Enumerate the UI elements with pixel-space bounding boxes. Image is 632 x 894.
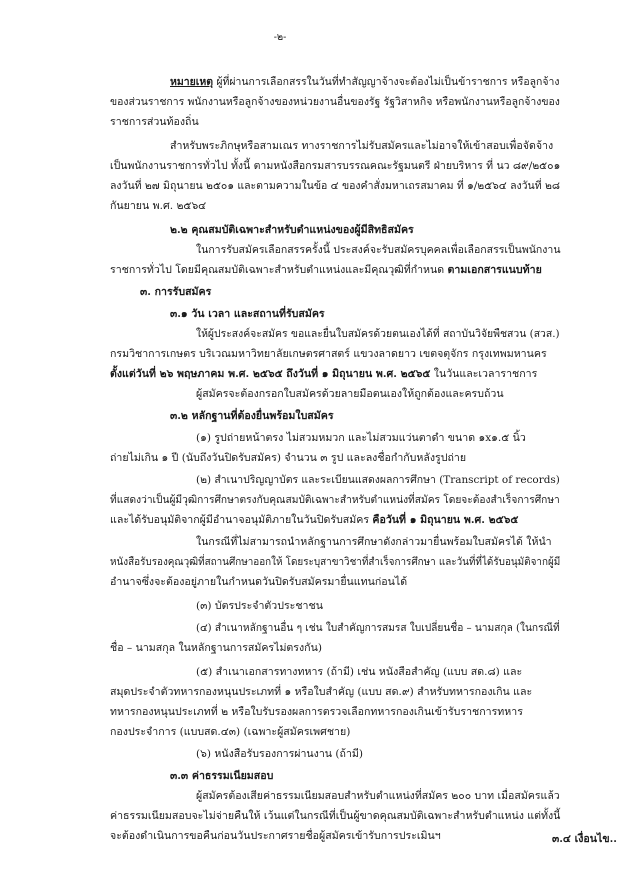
s32-item-1-line-1: (๑) รูปถ่ายหน้าตรง ไม่สวมหมวก และไม่สวมแว่นตาดำ ขนาด ๑x๑.๕ นิ้ว <box>196 432 526 444</box>
monk-line-4: กันยายน พ.ศ. ๒๕๖๔ <box>110 200 207 212</box>
s31-line-2: กรมวิชาการเกษตร บริเวณมหาวิทยาลัยเกษตรศาสตร์ แขวงลาดยาว เขตจตุจักร กรุงเทพมหานคร <box>110 348 547 360</box>
note-line-2: ของส่วนราชการ พนักงานหรือลูกจ้างของหน่วยงานอื่นของรัฐ รัฐวิสาหกิจ หรือพนักงานหรือลูกจ้างของ <box>110 96 560 108</box>
s32-item-5-line-1: (๕) สำเนาเอกสารทางทหาร (ถ้ามี) เช่น หนังสือสำคัญ (แบบ สด.๘) และ <box>196 666 523 678</box>
note-line-1 <box>170 75 559 91</box>
note-label: หมายเหตุ <box>170 76 214 88</box>
s31-dates: ตั้งแต่วันที่ ๒๖ พฤษภาคม พ.ศ. ๒๕๖๕ ถึงวันที่ ๑ มิถุนายน พ.ศ. ๒๕๖๕ <box>110 368 431 380</box>
s32-item-5-line-3: ทหารกองหนุนประเภทที่ ๒ หรือใบรับรองผลการตรวจเลือกทหารกองเกินเข้ารับราชการทหาร <box>110 706 523 718</box>
s22-line-2 <box>110 263 542 279</box>
s32-item-2-line-4: ในกรณีที่ไม่สามารถนำหลักฐานการศึกษาดังกล่าวมายื่นพร้อมใบสมัครได้ ให้นำ <box>196 536 552 548</box>
continuation-marker: ๓.๔ เงื่อนไข.. <box>552 833 617 845</box>
s31-hours: ในวันและเวลาราชการ <box>430 368 538 380</box>
monk-line-1: สำหรับพระภิกษุหรือสามเณร ทางราชการไม่รับสมัครและไม่อาจให้เข้าสอบเพื่อจัดจ้าง <box>170 140 554 152</box>
s32-item-2-line-3-text: และได้รับอนุมัติจากผู้มีอำนาจอนุมัติภายในวันปิดรับสมัคร <box>110 514 373 526</box>
section-3-heading: ๓. การรับสมัคร <box>140 286 212 298</box>
note-text: ผู้ที่ผ่านการเลือกสรรในวันที่ทำสัญญาจ้างจะต้องไม่เป็นข้าราชการ หรือลูกจ้าง <box>216 76 560 88</box>
s32-item-2-line-3 <box>110 513 518 529</box>
s33-line-3: จะต้องดำเนินการขอคืนก่อนวันประกาศรายชื่อผู้สมัครเข้ารับการประเมินฯ <box>110 830 441 842</box>
section-3-3-heading: ๓.๓ ค่าธรรมเนียมสอบ <box>170 770 274 782</box>
s32-item-5-line-2: สมุดประจำตัวทหารกองหนุนประเภทที่ ๑ หรือใบสำคัญ (แบบ สด.๙) สำหรับทหารกองเกิน และ <box>110 686 533 698</box>
s32-closing-date: คือวันที่ ๑ มิถุนายน พ.ศ. ๒๕๖๕ <box>372 514 519 526</box>
s32-item-2-line-6: อำนาจซึ่งจะต้องอยู่ภายในกำหนดวันปิดรับสมัครมายื่นแทนก่อนได้ <box>110 576 408 588</box>
s32-item-2-line-2: ที่แสดงว่าเป็นผู้มีวุฒิการศึกษาตรงกับคุณสมบัติเฉพาะสำหรับตำแหน่งที่สมัคร โดยจะต้องสำเร็จการศึกษา <box>110 494 560 506</box>
s31-line-1: ให้ผู้ประสงค์จะสมัคร ขอและยื่นใบสมัครด้วยตนเองได้ที่ สถาบันวิจัยพืชสวน (สวส.) <box>196 328 560 340</box>
s22-line-2-text: ราชการทั่วไป โดยมีคุณสมบัติเฉพาะสำหรับตำแหน่งและมีคุณวุฒิที่กำหนด <box>110 264 448 276</box>
s22-line-1: ในการรับสมัครเลือกสรรครั้งนี้ ประสงค์จะรับสมัครบุคคลเพื่อเลือกสรรเป็นพนักงาน <box>196 244 561 256</box>
section-3-1-heading: ๓.๑ วัน เวลา และสถานที่รับสมัคร <box>170 308 325 320</box>
page-number: -๒- <box>273 31 287 43</box>
monk-line-2: เป็นพนักงานราชการทั่วไป ทั้งนี้ ตามหนังสือกรมสารบรรณคณะรัฐมนตรี ฝ่ายบริหาร ที่ นว ๘๙/๒๕๐๑ <box>110 160 561 172</box>
s32-item-4-line-2: ชื่อ – นามสกุล ในหลักฐานการสมัครไม่ตรงกัน) <box>110 642 322 654</box>
s22-annex-ref: ตามเอกสารแนบท้าย <box>447 264 542 276</box>
s32-item-5-line-4: กองประจำการ (แบบสด.๔๓) (เฉพาะผู้สมัครเพศชาย) <box>110 726 351 738</box>
s31-line-3 <box>110 367 537 383</box>
s32-item-6: (๖) หนังสือรับรองการผ่านงาน (ถ้ามี) <box>196 748 364 760</box>
section-2-2-heading: ๒.๒ คุณสมบัติเฉพาะสำหรับตำแหน่งของผู้มีสิทธิสมัคร <box>170 224 414 236</box>
s32-item-2-line-1: (๒) สำเนาปริญญาบัตร และระเบียนแสดงผลการศึกษา (Transcript of records) <box>196 474 560 486</box>
s31-line-4: ผู้สมัครจะต้องกรอกใบสมัครด้วยลายมือตนเองให้ถูกต้องและครบถ้วน <box>196 388 504 400</box>
s32-item-2-line-5: หนังสือรับรองคุณวุฒิที่สถานศึกษาออกให้ โดยระบุสาขาวิชาที่สำเร็จการศึกษา และวันที่ที่ได้รับอนุมัติจากผู้มี <box>110 556 561 568</box>
s32-item-4-line-1: (๔) สำเนาหลักฐานอื่น ๆ เช่น ใบสำคัญการสมรส ใบเปลี่ยนชื่อ – นามสกุล (ในกรณีที่ <box>196 622 560 634</box>
s33-line-2: ค่าธรรมเนียมสอบจะไม่จ่ายคืนให้ เว้นแต่ในกรณีที่เป็นผู้ขาดคุณสมบัติเฉพาะสำหรับตำแหน่ง แต่ทั้งนี้ <box>110 810 561 822</box>
s33-line-1: ผู้สมัครต้องเสียค่าธรรมเนียมสอบสำหรับตำแหน่งที่สมัคร ๒๐๐ บาท เมื่อสมัครแล้ว <box>196 790 560 802</box>
note-line-3: ราชการส่วนท้องถิ่น <box>110 116 199 128</box>
s32-item-3: (๓) บัตรประจำตัวประชาชน <box>196 600 323 612</box>
s32-item-1-line-2: ถ่ายไม่เกิน ๑ ปี (นับถึงวันปิดรับสมัคร) จำนวน ๓ รูป และลงชื่อกำกับหลังรูปถ่าย <box>110 452 467 464</box>
monk-line-3: ลงวันที่ ๒๗ มิถุนายน ๒๕๐๑ และตามความในข้อ ๔ ของคำสั่งมหาเถรสมาคม ที่ ๑/๒๕๖๔ ลงวันที่ ๒๘ <box>110 180 561 192</box>
section-3-2-heading: ๓.๒ หลักฐานที่ต้องยื่นพร้อมใบสมัคร <box>170 410 334 422</box>
